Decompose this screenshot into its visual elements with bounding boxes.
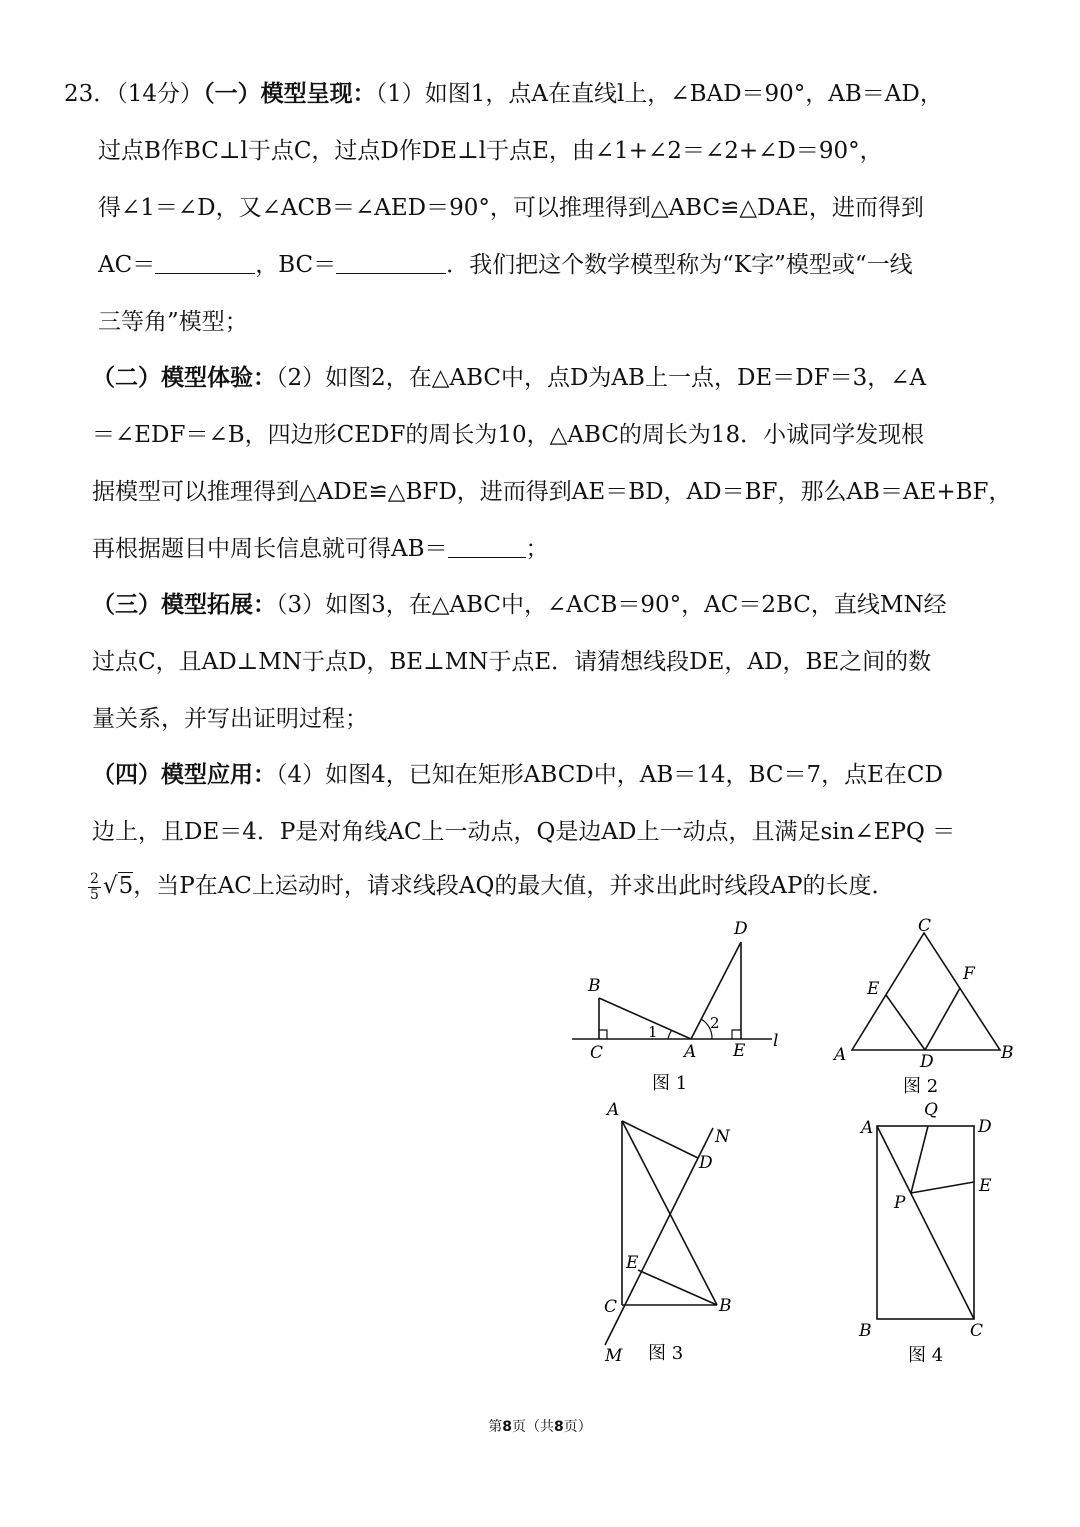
part2-line1 xyxy=(92,363,926,393)
part4-line1-text: （4）如图4，已知在矩形ABCD中，AB＝14，BC＝7，点E在CD xyxy=(276,762,943,788)
label-b: B xyxy=(1001,1043,1014,1063)
label-a: A xyxy=(861,1118,874,1138)
ac-label: AC＝ xyxy=(98,252,156,278)
problem-score: （14分） xyxy=(116,81,204,107)
label-p: P xyxy=(894,1193,906,1213)
label-q: Q xyxy=(924,1100,938,1120)
part1-line4 xyxy=(98,250,913,280)
bc-label: ，BC＝ xyxy=(255,252,337,278)
footer-mid: 页（共 xyxy=(512,1419,554,1435)
label-n: N xyxy=(715,1127,730,1147)
part2-heading: （二）模型体验： xyxy=(92,364,276,391)
part2-line4 xyxy=(92,534,549,564)
right-angle-c xyxy=(599,1030,607,1039)
part2-line4-tail: ； xyxy=(525,536,549,562)
diagonal-ac xyxy=(877,1126,974,1319)
fraction-denominator: 5 xyxy=(90,886,99,903)
label-a: A xyxy=(834,1045,847,1065)
part1-line4-tail: ．我们把这个数学模型称为“K字”模型或“一线 xyxy=(446,252,913,278)
footer-page-number: 8 xyxy=(502,1419,512,1435)
part3-line2: 过点C，且AD⊥MN于点D，BE⊥MN于点E．请猜想线段DE，AD，BE之间的数 xyxy=(92,649,932,675)
label-d: D xyxy=(920,1052,934,1072)
segment-df xyxy=(925,988,960,1050)
right-angle-e xyxy=(732,1030,741,1039)
part4-line2: 边上，且DE＝4．P是对角线AC上一动点，Q是边AD上一动点，且满足sin∠EPQ ＝ xyxy=(92,819,956,845)
segment-pe xyxy=(911,1182,974,1193)
footer-suffix: 页） xyxy=(563,1419,592,1435)
label-b: B xyxy=(588,976,601,996)
segment-ad xyxy=(622,1121,698,1158)
figure-4 xyxy=(850,1095,1030,1375)
answer-blank-ac[interactable] xyxy=(155,253,255,274)
figure-3-caption: 图 3 xyxy=(648,1343,684,1364)
sqrt-radicand: 5 xyxy=(118,873,134,899)
label-c: C xyxy=(970,1321,984,1341)
label-f: F xyxy=(963,964,975,984)
label-d: D xyxy=(734,919,748,939)
figure-1 xyxy=(560,915,800,1100)
label-e: E xyxy=(979,1176,992,1196)
label-e: E xyxy=(867,979,880,999)
part1-line2: 过点B作BC⊥l于点C，过点D作DE⊥l于点E，由∠1+∠2＝∠2+∠D＝90°， xyxy=(98,138,883,164)
segment-pq xyxy=(911,1126,928,1193)
figure-1-caption: 图 1 xyxy=(652,1073,688,1094)
sqrt-symbol: √ xyxy=(102,873,118,899)
label-e: E xyxy=(626,1253,639,1273)
figure-3 xyxy=(590,1095,770,1375)
label-c: C xyxy=(604,1297,618,1317)
label-b: B xyxy=(719,1296,732,1316)
label-angle-1: 1 xyxy=(648,1023,658,1041)
label-c: C xyxy=(918,916,932,936)
footer-prefix: 第 xyxy=(488,1419,503,1435)
problem-line-1 xyxy=(64,79,943,109)
footer-total-pages: 8 xyxy=(554,1419,564,1435)
angle-arc-1 xyxy=(668,1030,672,1039)
part1-line3: 得∠1＝∠D，又∠ACB＝∠AED＝90°，可以推理得到△ABC≌△DAE，进而得到 xyxy=(98,195,924,221)
segment-be xyxy=(638,1270,717,1305)
part1-heading: （一）模型呈现： xyxy=(203,80,376,107)
figure-2 xyxy=(825,915,1025,1100)
part2-line3: 据模型可以推理得到△ADE≌△BFD，进而得到AE＝BD，AD＝BF，那么AB＝AE+BF， xyxy=(92,479,1012,505)
label-m: M xyxy=(605,1346,623,1366)
label-a: A xyxy=(684,1042,697,1062)
segment-ab xyxy=(599,998,691,1039)
part1-line1: （1）如图1，点A在直线l上，∠BAD＝90°，AB＝AD， xyxy=(375,81,943,107)
page-footer xyxy=(0,1416,1080,1436)
part4-line1 xyxy=(92,760,943,790)
part2-line4-head: 再根据题目中周长信息就可得AB＝ xyxy=(92,536,448,562)
part4-heading: （四）模型应用： xyxy=(92,761,276,788)
problem-number: 23． xyxy=(64,81,117,107)
part2-line1-text: （2）如图2，在△ABC中，点D为AB上一点，DE＝DF＝3，∠A xyxy=(276,365,927,391)
label-angle-2: 2 xyxy=(710,1014,720,1032)
figure-4-caption: 图 4 xyxy=(908,1345,944,1366)
part3-line1 xyxy=(92,590,947,620)
part3-line1-text: （3）如图3，在△ABC中，∠ACB＝90°，AC＝2BC，直线MN经 xyxy=(276,592,947,618)
label-l: l xyxy=(773,1031,779,1051)
figure-2-caption: 图 2 xyxy=(903,1076,939,1097)
label-d: D xyxy=(978,1117,992,1137)
part3-heading: （三）模型拓展： xyxy=(92,591,276,618)
part3-line3: 量关系，并写出证明过程； xyxy=(92,706,368,732)
label-b: B xyxy=(859,1321,872,1341)
part4-line3 xyxy=(88,871,894,903)
answer-blank-bc[interactable] xyxy=(336,253,446,274)
part2-line2: ＝∠EDF＝∠B，四边形CEDF的周长为10，△ABC的周长为18．小诚同学发现根 xyxy=(92,422,925,448)
fraction-numerator: 2 xyxy=(90,870,99,887)
answer-blank-ab[interactable] xyxy=(448,537,526,558)
label-a: A xyxy=(607,1100,620,1120)
part4-line3-tail: ，当P在AC上运动时，请求线段AQ的最大值，并求出此时线段AP的长度． xyxy=(133,873,895,899)
label-d: D xyxy=(699,1153,713,1173)
segment-de xyxy=(886,995,925,1050)
label-c: C xyxy=(590,1043,604,1063)
label-e: E xyxy=(733,1041,746,1061)
fraction-two-fifths xyxy=(88,872,101,903)
part1-line5: 三等角”模型； xyxy=(98,309,248,335)
